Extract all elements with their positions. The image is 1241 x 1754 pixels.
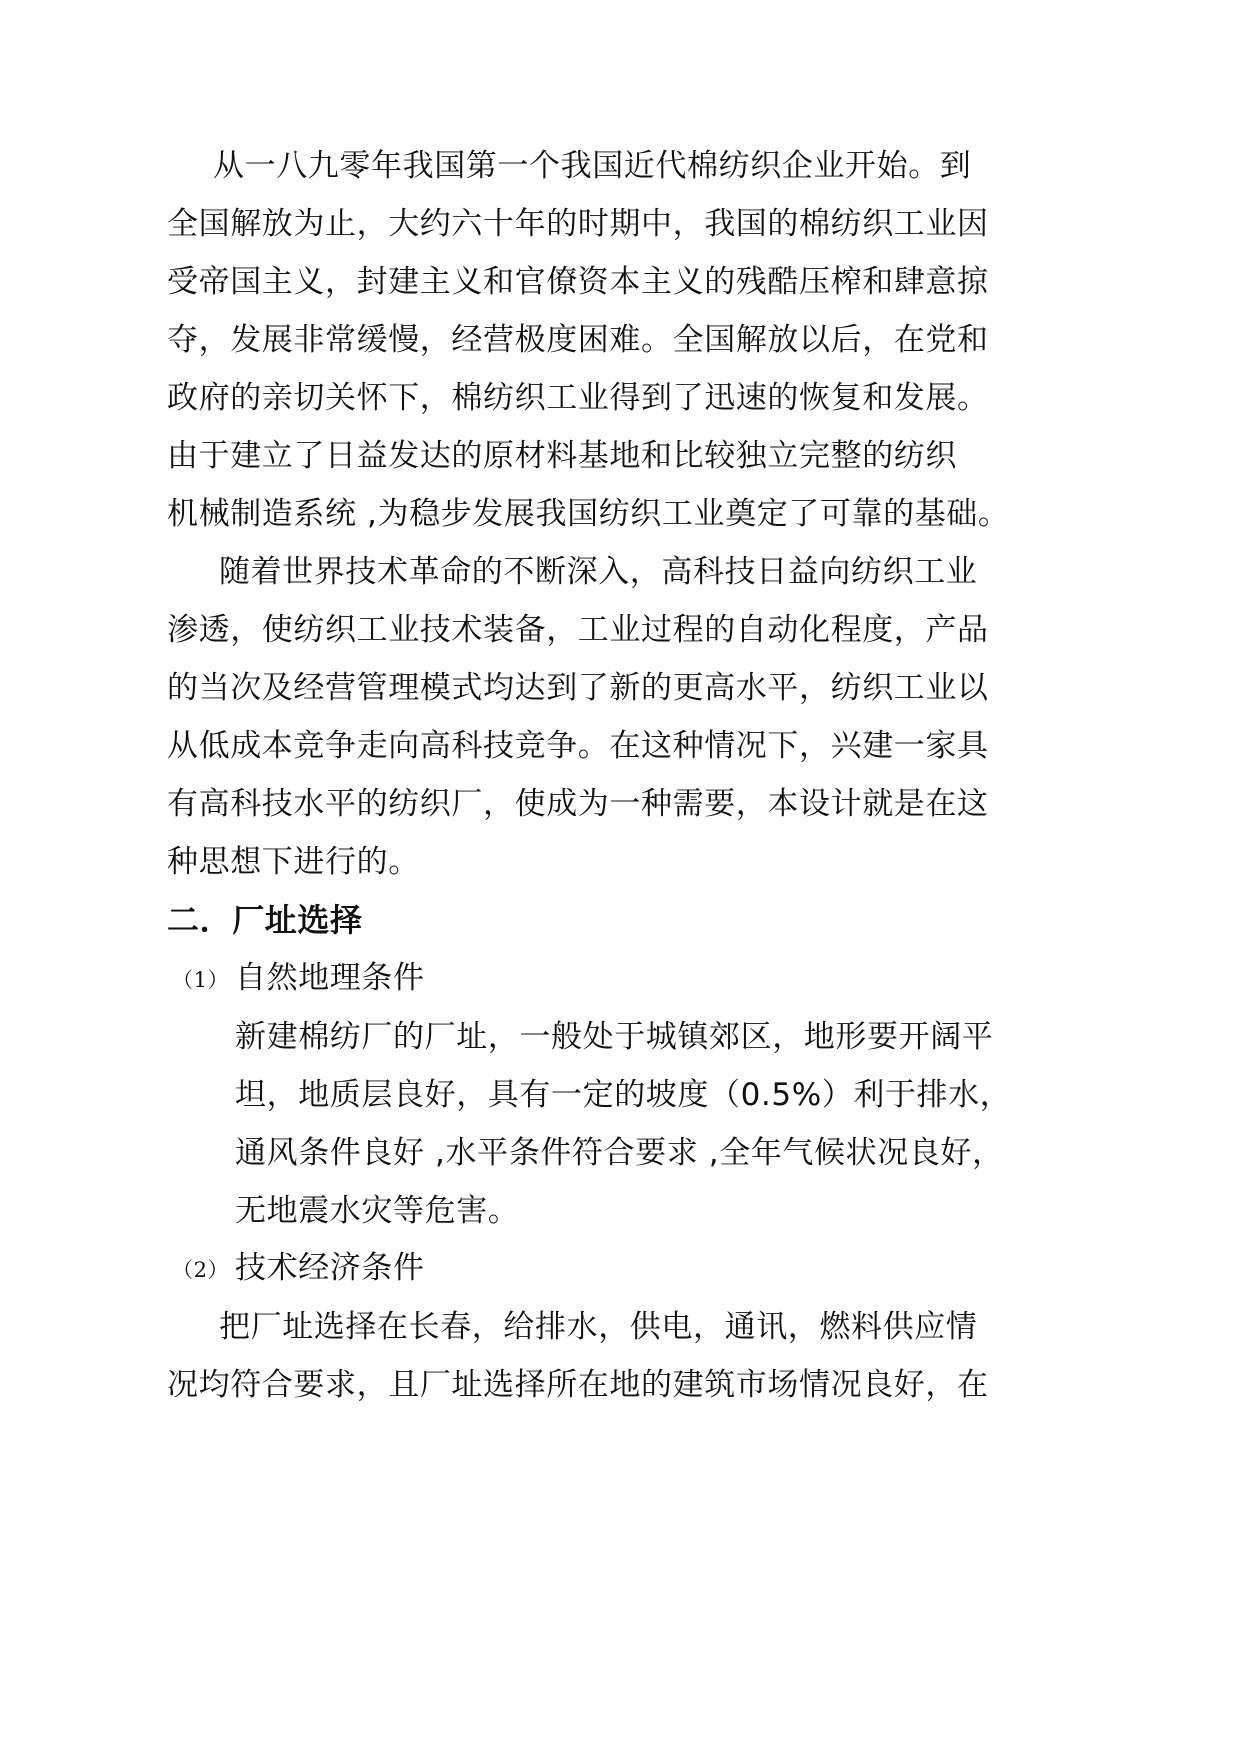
paragraph-line: 从低成本竞争走向高科技竞争。在这种情况下，兴建一家具 (167, 728, 989, 764)
paragraph-line: 夺，发展非常缓慢，经营极度困难。全国解放以后，在党和 (167, 322, 989, 358)
list-item-title: 自然地理条件 (235, 960, 425, 996)
paragraph-line: 新建棉纺厂的厂址，一般处于城镇郊区，地形要开阔平 (235, 1019, 994, 1055)
paragraph-line: 由于建立了日益发达的原材料基地和比较独立完整的纺织 (167, 438, 957, 474)
paragraph-line: 从一八九零年我国第一个我国近代棉纺织企业开始。到 (213, 148, 972, 184)
paragraph-line: 的当次及经营管理模式均达到了新的更高水平，纺织工业以 (167, 670, 989, 706)
list-item-number: （1） (172, 968, 230, 992)
paragraph-line: 通风条件良好 ,水平条件符合要求 ,全年气候状况良好， (235, 1135, 1004, 1171)
list-item-number: （2） (172, 1258, 230, 1282)
paragraph-line: 政府的亲切关怀下，棉纺织工业得到了迅速的恢复和发展。 (167, 380, 989, 416)
paragraph-line: 受帝国主义，封建主义和官僚资本主义的残酷压榨和肆意掠 (167, 264, 989, 300)
paragraph-line: 机械制造系统 ,为稳步发展我国纺织工业奠定了可靠的基础。 (167, 496, 1010, 532)
paragraph-line: 种思想下进行的。 (167, 844, 420, 880)
list-item-title: 技术经济条件 (235, 1250, 425, 1286)
paragraph-line: 渗透，使纺织工业技术装备，工业过程的自动化程度，产品 (167, 612, 989, 648)
paragraph-line: 随着世界技术革命的不断深入，高科技日益向纺织工业 (219, 554, 978, 590)
paragraph-line: 全国解放为止，大约六十年的时期中，我国的棉纺织工业因 (167, 206, 989, 242)
section-heading: 二．厂址选择 (167, 901, 363, 939)
paragraph-line: 况均符合要求，且厂址选择所在地的建筑市场情况良好，在 (167, 1367, 989, 1403)
paragraph-line: 把厂址选择在长春，给排水，供电，通讯，燃料供应情 (219, 1309, 978, 1345)
paragraph-line: 无地震水灾等危害。 (235, 1193, 520, 1229)
paragraph-line: 有高科技水平的纺织厂，使成为一种需要，本设计就是在这 (167, 786, 989, 822)
paragraph-line: 坦，地质层良好，具有一定的坡度（0.5%）利于排水， (235, 1077, 1012, 1113)
